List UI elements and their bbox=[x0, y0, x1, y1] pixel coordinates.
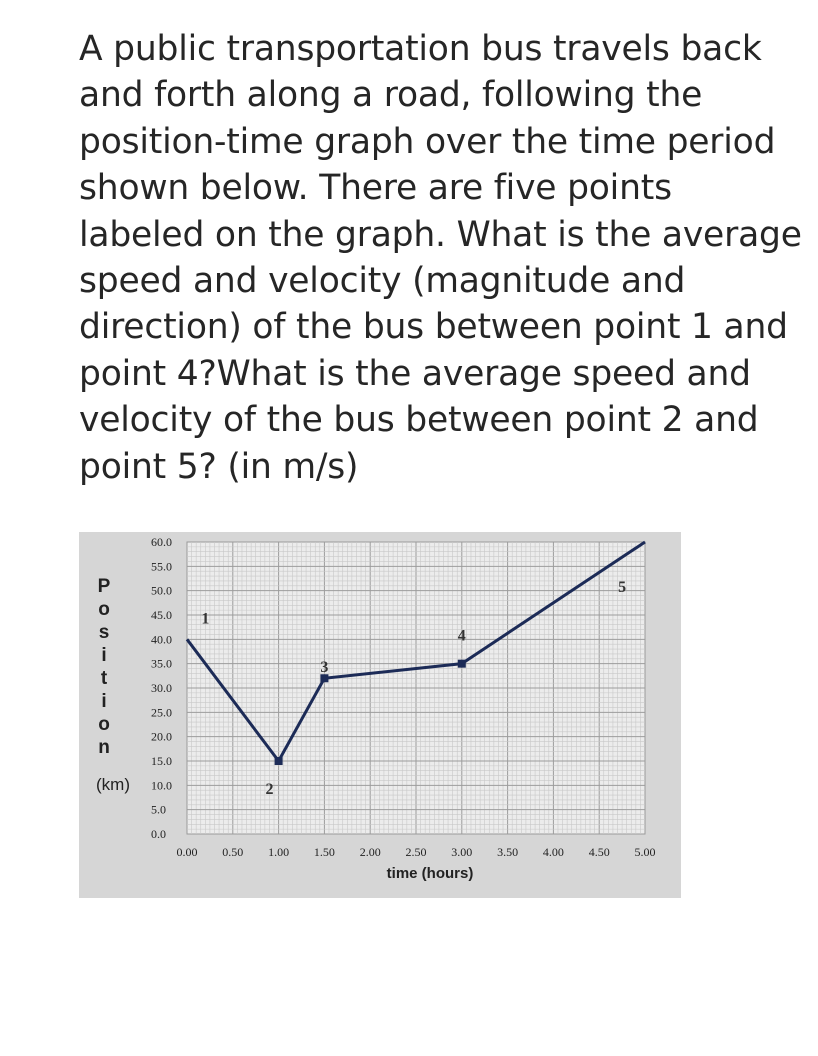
x-axis-label: time (hours) bbox=[386, 865, 474, 882]
y-axis-label-letter: o bbox=[98, 599, 110, 620]
y-axis-label-letter: o bbox=[98, 714, 110, 735]
y-axis-label-letter: P bbox=[97, 576, 111, 597]
y-tick-label: 25.0 bbox=[151, 705, 172, 720]
y-axis-label-letter: t bbox=[100, 668, 108, 689]
y-tick-label: 0.0 bbox=[151, 827, 166, 841]
point-label: 1 bbox=[201, 610, 210, 628]
position-time-graph bbox=[79, 532, 681, 898]
x-tick-label: 3.00 bbox=[451, 845, 473, 859]
y-axis-label-letter: i bbox=[101, 691, 107, 712]
y-tick-label: 45.0 bbox=[151, 608, 172, 622]
x-tick-label: 0.50 bbox=[222, 845, 244, 859]
x-tick-label: 0.00 bbox=[176, 845, 198, 859]
chart-svg bbox=[79, 532, 681, 898]
point-label: 4 bbox=[457, 627, 466, 645]
x-tick-label: 4.00 bbox=[542, 845, 564, 859]
y-tick-label: 40.0 bbox=[151, 632, 172, 647]
data-point-marker bbox=[275, 757, 283, 765]
y-tick-label: 60.0 bbox=[151, 535, 172, 549]
data-point-marker bbox=[458, 660, 466, 668]
x-tick-label: 4.50 bbox=[588, 845, 610, 859]
y-axis-label-letter: s bbox=[98, 622, 110, 643]
y-tick-label: 55.0 bbox=[151, 559, 172, 574]
y-tick-label: 10.0 bbox=[151, 778, 172, 793]
x-tick-label: 1.50 bbox=[313, 845, 335, 859]
x-tick-label: 1.00 bbox=[268, 845, 290, 859]
x-tick-label: 3.50 bbox=[497, 845, 519, 859]
y-axis-label-letter: i bbox=[101, 645, 107, 666]
point-label: 3 bbox=[320, 659, 329, 677]
y-tick-label: 20.0 bbox=[151, 729, 172, 744]
y-tick-label: 30.0 bbox=[151, 681, 172, 695]
y-tick-label: 50.0 bbox=[151, 583, 172, 598]
x-tick-label: 2.00 bbox=[359, 845, 381, 859]
point-label: 2 bbox=[265, 780, 274, 798]
point-label: 5 bbox=[618, 578, 627, 596]
y-axis-label-letter: n bbox=[98, 737, 110, 758]
y-tick-label: 5.0 bbox=[151, 802, 166, 817]
y-tick-label: 15.0 bbox=[151, 754, 172, 768]
question-text: A public transportation bus travels back and forth along a road, following the position-time graph over the time period shown below. There are five points labeled on the graph. What is the average speed and velocity (magnitude and direction) of the bus between point 1 and point 4?What is the average speed and velocity of the bus between point 2 and point 5? (in m/s) bbox=[79, 29, 802, 487]
x-tick-label: 5.00 bbox=[634, 845, 656, 859]
x-tick-label: 2.50 bbox=[405, 845, 427, 859]
y-axis-unit: (km) bbox=[96, 775, 130, 794]
y-tick-label: 35.0 bbox=[151, 656, 172, 671]
